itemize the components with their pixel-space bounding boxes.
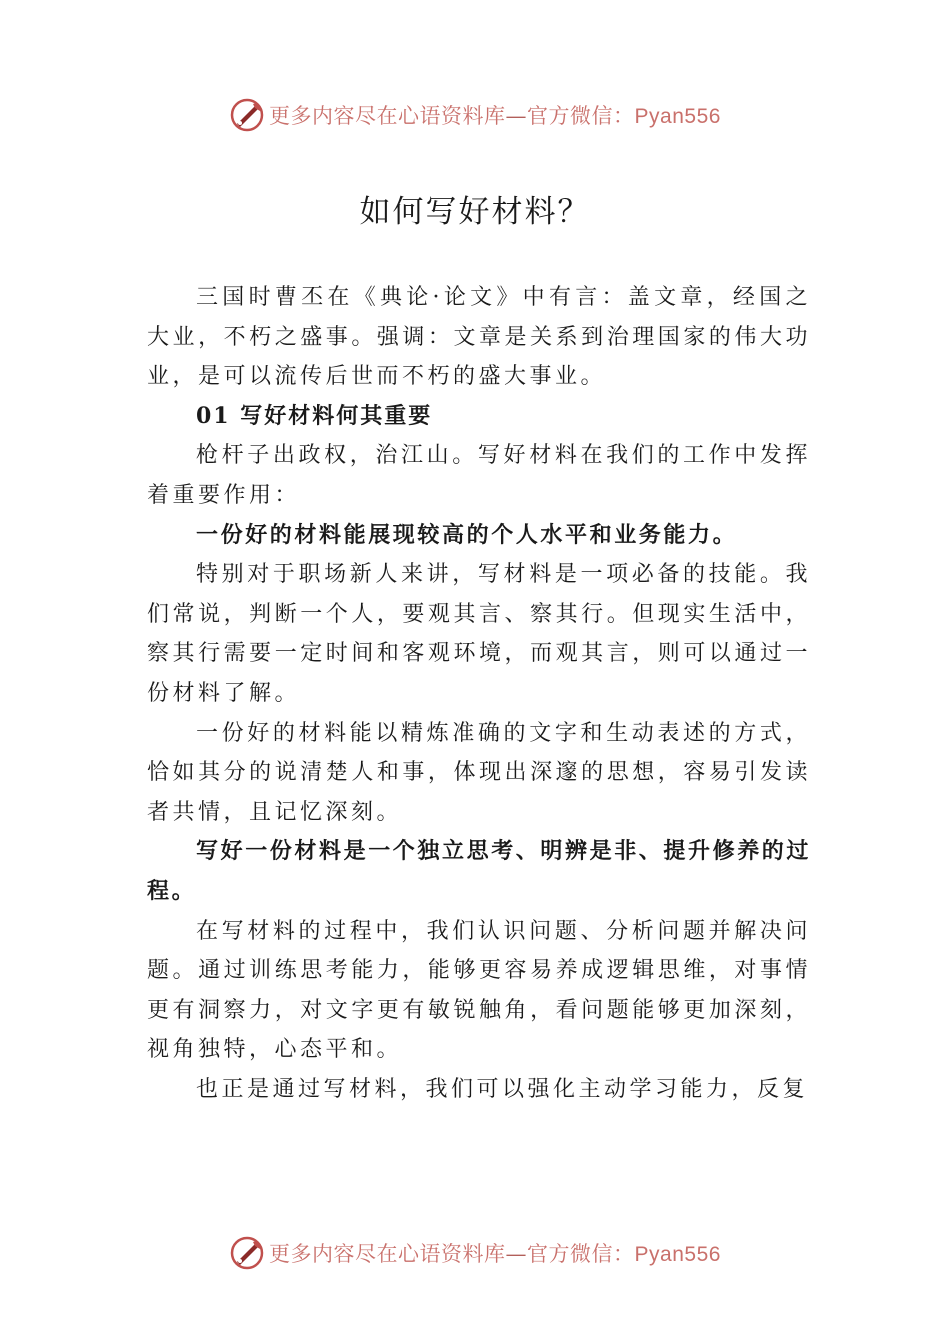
banner-dash: — — [505, 104, 528, 128]
header-banner — [0, 95, 950, 135]
banner-wechat-label: 官方微信： — [527, 1242, 635, 1266]
section-heading: 01 写好材料何其重要 — [196, 402, 433, 429]
paragraph: 在写材料的过程中，我们认识问题、分析问题并解决问题。通过训练思考能力，能够更容易养成逻辑思维，对事情更有洞察力，对文字更有敏锐触角，看问题能够更加深刻， 视角独特，心态平和。 — [147, 918, 811, 1063]
paragraph: 也正是通过写材料，我们可以强化主动学习能力，反复 — [196, 1076, 809, 1102]
quill-logo-icon — [229, 97, 265, 133]
quill-logo-icon — [229, 1235, 265, 1271]
banner-wechat-id: Pyan556 — [634, 1243, 721, 1266]
banner-text — [269, 1238, 721, 1268]
banner-text — [269, 100, 721, 130]
footer-banner — [0, 1233, 950, 1273]
page-title: 如何写好材料？ — [359, 194, 591, 230]
banner-dash: — — [505, 1242, 528, 1266]
banner-slogan: 更多内容尽在心语资料库 — [269, 1242, 506, 1266]
bold-paragraph: 写好一份材料是一个独立思考、明辨是非、提升修养的过程。 — [147, 838, 812, 904]
banner-wechat-label: 官方微信： — [527, 104, 635, 128]
banner-slogan: 更多内容尽在心语资料库 — [269, 104, 506, 128]
banner-wechat-id: Pyan556 — [634, 105, 721, 128]
bold-paragraph: 一份好的材料能展现较高的个人水平和业务能力。 — [196, 521, 738, 548]
paragraph: 枪杆子出政权，治江山。写好材料在我们的工作中发挥着重要作用： — [147, 443, 811, 508]
paragraph: 一份好的材料能以精炼准确的文字和生动表述的方式，恰如其分的说清楚人和事，体现出深邃的思想，容易引发读者共情，且记忆深刻。 — [147, 720, 811, 825]
paragraph: 特别对于职场新人来讲，写材料是一项必备的技能。我们常说，判断一个人，要观其言、察其行。但现实生活中， 察其行需要一定时间和客观环境，而观其言，则可以通过一份材料了解。 — [147, 562, 811, 706]
paragraph-intro: 三国时曹丕在《典论·论文》中有言：盖文章，经国之大业，不朽之盛事。强调：文章是关系到治理国家的伟大功业，是可以流传后世而不朽的盛大事业。 — [147, 285, 811, 390]
document-body — [147, 278, 811, 1109]
